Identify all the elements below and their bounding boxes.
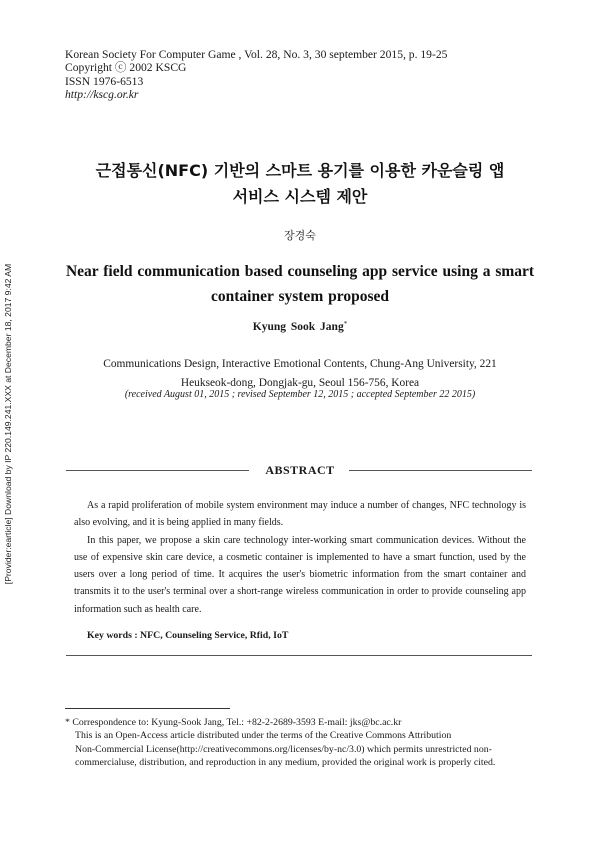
footnote-license-line3: commercialuse, distribution, and reproduction in any medium, provided the original work is properly cited. [75,757,496,769]
journal-header [65,48,447,102]
issn-line: ISSN 1976-6513 [65,74,144,88]
abstract-paragraph-2: In this paper, we propose a skin care technology inter-working smart communication devices. Without the use of expensive skin care device, a cosmetic container is implemented to have a smart function, used by the users over a long period of time. It acquires the user's biometric information from the smart container and transmits it to the user's terminal over a short-range wireless communication in order to provide counseling app information such as health care. [74,534,526,615]
keywords-rule [66,655,532,656]
footnote-license-line2: Non-Commercial License(http://creativecommons.org/licenses/by-nc/3.0) which permits unrestricted non- [75,743,492,755]
english-title-line2: container system proposed [211,288,389,305]
affiliation [0,355,600,393]
english-title [0,259,600,309]
abstract-body [74,497,526,618]
abstract-rule-right [349,470,532,471]
footnote-license-line1: This is an Open-Access article distributed under the terms of the Creative Commons Attribution [75,730,452,742]
english-author [0,320,600,333]
footnote-correspondence: * Correspondence to: Kyung-Sook Jang, Tel.: +82-2-2689-3593 E-mail: jks@bc.ac.kr [65,717,402,728]
journal-url[interactable]: http://kscg.or.kr [65,88,139,102]
submission-dates: (received August 01, 2015 ; revised September 12, 2015 ; accepted September 22 2015) [124,389,476,400]
abstract-heading: ABSTRACT [265,463,335,477]
abstract-paragraph-1: As a rapid proliferation of mobile system environment may induce a number of changes, NFC technology is also evolving, and it is being applied in many fields. [74,500,526,529]
journal-citation: Korean Society For Computer Game , Vol. 28, No. 3, 30 september 2015, p. 19-25 [65,48,448,61]
correspondence-mark: * [343,320,348,328]
footnote-separator [65,708,230,709]
download-watermark-text: [Provider:earticle] Download by IP 220.149.241.XXX at December 18, 2017 9:42 AM [3,263,13,585]
korean-title-line2: 서비스 시스템 제안 [232,187,368,206]
footnote [65,716,535,770]
author-name: Kyung Sook Jang [252,321,344,333]
affiliation-line1: Communications Design, Interactive Emotional Contents, Chung-Ang University, 221 [103,358,497,370]
korean-title [0,158,600,210]
keywords: Key words : NFC, Counseling Service, Rfid, IoT [87,630,289,641]
korean-author: 장경숙 [284,229,316,242]
affiliation-line2: Heukseok-dong, Dongjak-gu, Seoul 156-756, Korea [180,377,420,389]
english-title-line1: Near field communication based counseling app service using a smart [65,263,535,280]
copyright-line: Copyright ⓒ 2002 KSCG [65,61,187,75]
korean-title-line1: 근접통신(NFC) 기반의 스마트 용기를 이용한 카운슬링 앱 [95,161,505,180]
